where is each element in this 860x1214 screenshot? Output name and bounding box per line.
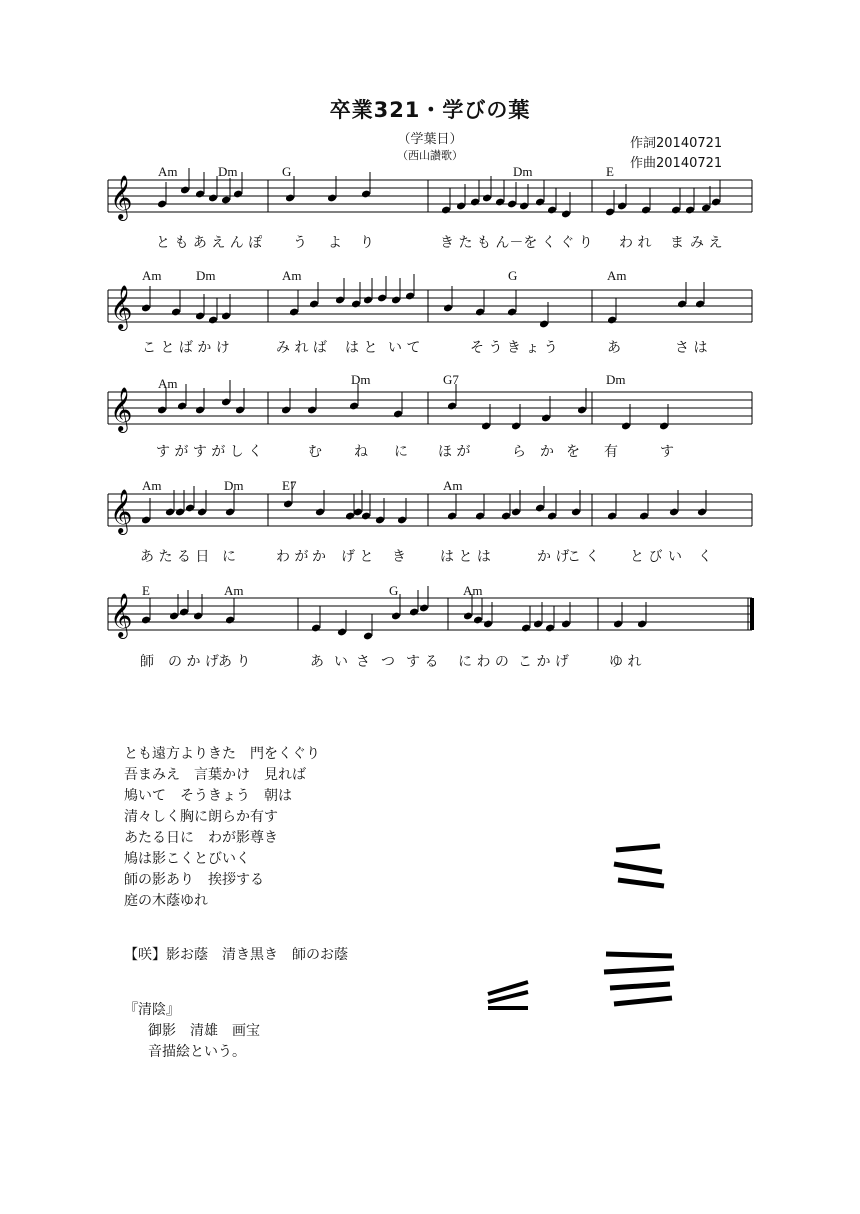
lyric: す (660, 444, 674, 460)
poem-line: あたる日に わが影尊き (124, 830, 278, 846)
lyric: み え (690, 235, 723, 251)
notes-block (124, 1000, 260, 1063)
chord: Dm (513, 164, 533, 179)
chord: G7 (443, 372, 459, 387)
chord: E (606, 164, 614, 179)
chord: Dm (224, 478, 244, 493)
notes-line: 音描絵という。 (148, 1044, 246, 1060)
lyric: と び (630, 549, 663, 565)
lyric: み れ ば (276, 340, 327, 356)
saki-line: 【咲】影お蔭 清き黒き 師のお蔭 (124, 947, 348, 963)
lyric: い (334, 654, 348, 670)
chord: Am (443, 478, 463, 493)
lyric: あ た る 日 (140, 549, 210, 565)
lyric: あ り (218, 654, 251, 670)
lyric: ゆ れ (609, 654, 642, 670)
chord: Dm (351, 372, 371, 387)
lyric: ら (512, 444, 526, 460)
lyric: さ は (675, 340, 708, 356)
lyric: き (392, 549, 406, 565)
lyric: は と (345, 340, 378, 356)
lyric: す る (406, 654, 439, 670)
treble-clef: 𝄞 (110, 593, 133, 637)
chord: Am (142, 268, 162, 283)
chord: Am (142, 478, 162, 493)
poem-line: とも遠方よりきた 門をくぐり (124, 746, 320, 762)
lyric: こ と ば か け (142, 340, 230, 356)
chord: Am (282, 268, 302, 283)
lyric: き た も ん－を く ぐ り (440, 235, 593, 251)
chord: Am (158, 376, 178, 391)
lyric: こ く (567, 549, 600, 565)
lyric: さ (356, 654, 370, 670)
lyric: げ と (341, 549, 374, 565)
treble-clef: 𝄞 (110, 489, 133, 533)
lyric: 師 (140, 654, 154, 670)
lyric: を (566, 444, 580, 460)
poem-line: 庭の木蔭ゆれ (124, 893, 208, 909)
chord: Am (158, 164, 178, 179)
chord: G (508, 268, 518, 283)
lyric: り (360, 235, 374, 251)
lyric: は と は (440, 549, 491, 565)
lyric: わ が (276, 549, 309, 565)
lyric: つ (381, 654, 395, 670)
chord: E (142, 583, 150, 598)
notes-line: 御影 清雄 画宝 (148, 1023, 260, 1039)
lyric: う (293, 235, 307, 251)
lyric: わ れ (619, 235, 652, 251)
lyric: か げ (537, 549, 570, 565)
lyric: と も あ え ん ぽ (156, 235, 263, 251)
chord: Am (224, 583, 244, 598)
song-subtitle: （学葉日） (397, 132, 463, 147)
chord: Dm (606, 372, 626, 387)
chord: Am (607, 268, 627, 283)
scribble-mark (610, 842, 670, 892)
chord: Dm (196, 268, 216, 283)
chord: G (282, 164, 292, 179)
lyricist-credit: 作詞20140721 (630, 136, 723, 151)
lyric: に (394, 444, 408, 460)
lyric: ま (670, 235, 684, 251)
poem-line: 鳩いて そうきょう 朝は (124, 788, 292, 804)
song-arranger: （西山讃歌） (397, 149, 463, 162)
lyric: む (308, 444, 322, 460)
scribble-mark (484, 978, 534, 1014)
treble-clef: 𝄞 (110, 387, 133, 431)
poem-lyrics (124, 744, 320, 912)
treble-clef: 𝄞 (110, 285, 133, 329)
lyric: い (668, 549, 682, 565)
treble-clef: 𝄞 (110, 175, 133, 219)
lyric: こ か げ (518, 654, 569, 670)
lyric: か (312, 549, 326, 565)
lyric: あ (607, 340, 621, 356)
lyric: に わ の (458, 654, 509, 670)
lyric: そ う き ょ う (470, 340, 558, 356)
lyric: よ (328, 235, 342, 251)
lyric: ほ が (438, 444, 471, 460)
lyric: か (540, 444, 554, 460)
lyric: ね (354, 444, 368, 460)
lyric: あ (310, 654, 324, 670)
lyric: の か げ (168, 654, 219, 670)
notes-heading: 『清陰』 (124, 1002, 180, 1018)
lyric: く (698, 549, 712, 565)
lyric: い て (388, 340, 421, 356)
poem-line: 師の影あり 挨拶する (124, 872, 264, 888)
chord: E7 (282, 478, 297, 493)
lyric: に (222, 549, 236, 565)
scribble-mark (600, 948, 680, 1010)
poem-line: 吾まみえ 言葉かけ 見れば (124, 767, 306, 783)
chord: Am (463, 583, 483, 598)
poem-line: 鳩は影こくとびいく (124, 851, 250, 867)
lyric: す が す が し く (156, 444, 263, 460)
lyric: 有 (604, 444, 618, 460)
poem-line: 清々しく胸に朗らか有す (124, 809, 278, 825)
chord: G (389, 583, 399, 598)
song-title: 卒業321・学びの葉 (329, 98, 531, 122)
composer-credit: 作曲20140721 (630, 156, 723, 171)
chord: Dm (218, 164, 238, 179)
